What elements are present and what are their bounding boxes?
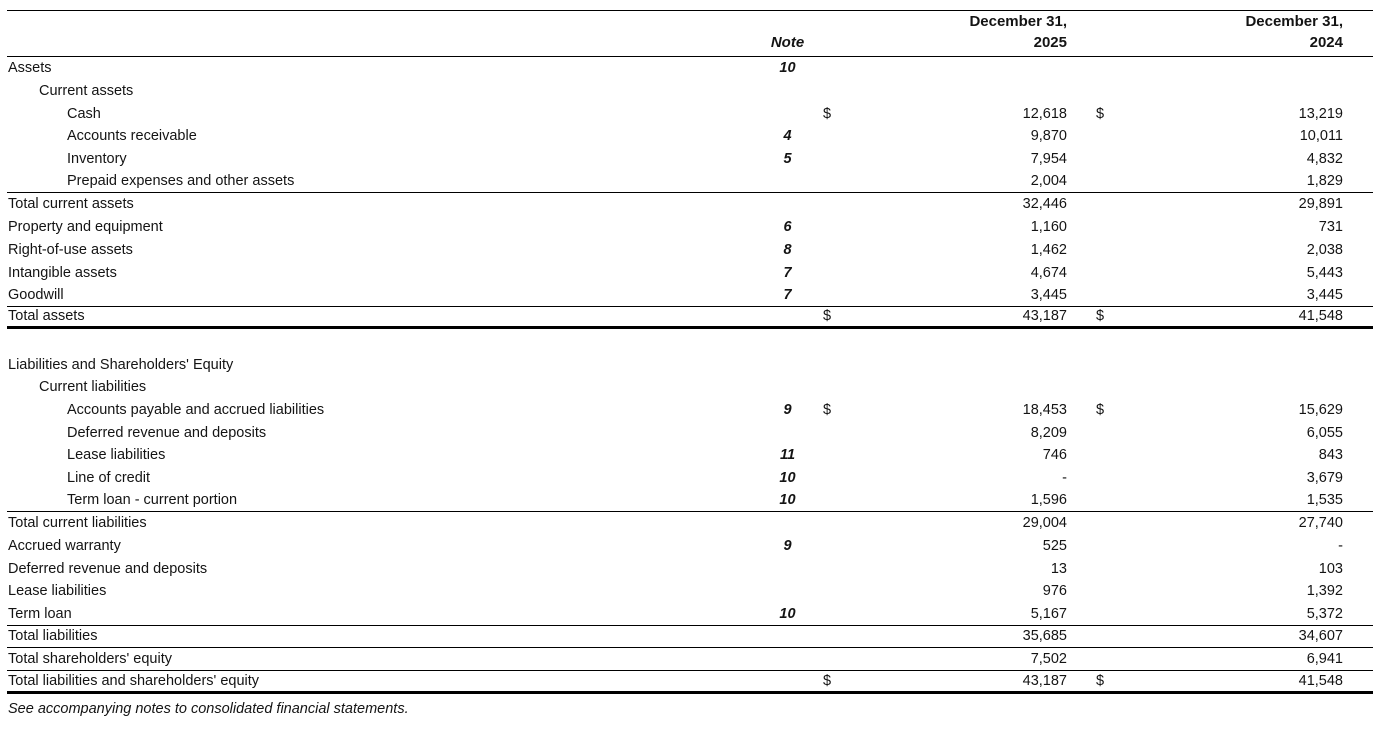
note-ref: 7 (783, 264, 792, 281)
amount-2024: 3,679 (1306, 470, 1343, 487)
amount-2024: 1,535 (1306, 492, 1343, 509)
table-row (7, 353, 1373, 376)
row-label: Current assets (39, 83, 134, 100)
row-label: Accounts payable and accrued liabilities (67, 401, 325, 418)
table-row (7, 80, 1373, 103)
table-row (7, 512, 1373, 535)
amount-2025: 13 (1050, 560, 1067, 577)
currency-symbol-2024: $ (1096, 672, 1105, 689)
currency-symbol-2025: $ (823, 105, 832, 122)
amount-2025: 3,445 (1030, 286, 1067, 303)
amount-2025: 2,004 (1030, 173, 1067, 190)
note-ref: 10 (779, 492, 796, 509)
amount-2024: 29,891 (1298, 196, 1343, 213)
table-row (7, 102, 1373, 125)
row-label: Deferred revenue and deposits (67, 424, 267, 441)
amount-2025: 12,618 (1022, 105, 1067, 122)
row-label: Cash (67, 105, 101, 122)
amount-2024: 34,607 (1298, 628, 1343, 645)
period-2025-line2: 2025 (1033, 34, 1067, 51)
note-ref: 9 (783, 401, 792, 418)
table-row (7, 284, 1373, 307)
amount-2025: 1,462 (1030, 241, 1067, 258)
table-row (7, 444, 1373, 467)
table-row (7, 307, 1373, 330)
row-label: Liabilities and Shareholders' Equity (8, 356, 234, 373)
amount-2024: 5,372 (1306, 605, 1343, 622)
currency-symbol-2025: $ (823, 672, 832, 689)
amount-2025: 29,004 (1022, 515, 1067, 532)
amount-2024: 1,829 (1306, 173, 1343, 190)
amount-2024: 4,832 (1306, 151, 1343, 168)
row-label: Total shareholders' equity (8, 651, 172, 668)
amount-2025: 1,160 (1030, 219, 1067, 236)
balance-sheet (7, 10, 1373, 717)
row-label: Total liabilities (8, 628, 98, 645)
table-row (7, 239, 1373, 262)
note-ref: 10 (779, 60, 796, 77)
period-2024-line2: 2024 (1309, 34, 1343, 51)
amount-2024: 103 (1318, 560, 1343, 577)
note-ref: 4 (783, 128, 792, 145)
row-label: Total assets (8, 308, 85, 325)
table-row (7, 489, 1373, 512)
amount-2025: 7,502 (1030, 651, 1067, 668)
table-row (7, 376, 1373, 399)
row-label: Line of credit (67, 470, 151, 487)
row-label: Prepaid expenses and other assets (67, 173, 295, 190)
row-label: Term loan (8, 605, 72, 622)
amount-2024: 10,011 (1299, 128, 1343, 145)
table-row (7, 193, 1373, 216)
amount-2025: 1,596 (1030, 492, 1067, 509)
table-row (7, 580, 1373, 603)
note-ref: 9 (783, 538, 792, 555)
table-row (7, 57, 1373, 80)
row-label: Goodwill (8, 286, 64, 303)
amount-2024: 1,392 (1306, 583, 1343, 600)
header-dollar-spacer-2025 (810, 11, 840, 58)
amount-2024: 2,038 (1306, 241, 1343, 258)
table-row (7, 557, 1373, 580)
row-label: Assets (8, 60, 52, 77)
note-column-header-label: Note (770, 34, 805, 51)
amount-2025: 8,209 (1030, 424, 1067, 441)
table-row (7, 125, 1373, 148)
table-row (7, 535, 1373, 558)
table-row (7, 648, 1373, 671)
row-label: Total current liabilities (8, 515, 147, 532)
period-2025-line1: December 31, (969, 13, 1067, 30)
amount-2024: 41,548 (1298, 308, 1343, 325)
row-label: Current liabilities (39, 379, 147, 396)
amount-2024: 6,055 (1306, 424, 1343, 441)
row-label: Lease liabilities (8, 583, 107, 600)
row-label: Term loan - current portion (67, 492, 238, 509)
currency-symbol-2024: $ (1096, 105, 1105, 122)
row-label: Lease liabilities (67, 447, 166, 464)
table-header (7, 10, 1373, 57)
table-row (7, 216, 1373, 239)
row-label: Property and equipment (8, 219, 163, 236)
amount-2025: 43,187 (1022, 308, 1067, 325)
row-label: Accounts receivable (67, 128, 197, 145)
amount-2024: 27,740 (1298, 515, 1343, 532)
table-row (7, 671, 1373, 694)
note-ref: 7 (783, 286, 792, 303)
row-label: Right-of-use assets (8, 241, 133, 258)
amount-2025: 18,453 (1022, 401, 1067, 418)
table-row (7, 603, 1373, 626)
amount-2024: 13,219 (1298, 105, 1343, 122)
table-body (7, 57, 1373, 694)
table-row (7, 261, 1373, 284)
amount-2025: 35,685 (1022, 628, 1067, 645)
amount-2025: 43,187 (1022, 672, 1067, 689)
amount-2024: 15,629 (1298, 401, 1343, 418)
note-ref: 5 (783, 151, 792, 168)
period-2025-header (840, 11, 1067, 58)
table-row (7, 421, 1373, 444)
note-ref: 11 (779, 447, 796, 464)
amount-2024: 6,941 (1306, 651, 1343, 668)
period-2024-header (1110, 11, 1343, 58)
row-label: Total current assets (8, 196, 134, 213)
amount-2025: 746 (1042, 447, 1067, 464)
amount-2024: 731 (1318, 219, 1343, 236)
amount-2025: 7,954 (1030, 151, 1067, 168)
row-label: Intangible assets (8, 264, 117, 281)
amount-2024: 5,443 (1306, 264, 1343, 281)
currency-symbol-2024: $ (1096, 308, 1105, 325)
amount-2024: 41,548 (1298, 672, 1343, 689)
table-row (7, 399, 1373, 422)
row-label: Inventory (67, 151, 127, 168)
period-2024-line1: December 31, (1245, 13, 1343, 30)
amount-2025: 525 (1042, 538, 1067, 555)
amount-2025: 9,870 (1030, 128, 1067, 145)
amount-2025: 5,167 (1030, 605, 1067, 622)
amount-2024: - (1338, 538, 1343, 555)
note-ref: 8 (783, 241, 792, 258)
table-row (7, 626, 1373, 649)
note-ref: 10 (779, 470, 796, 487)
row-label: Accrued warranty (8, 538, 121, 555)
currency-symbol-2025: $ (823, 401, 832, 418)
currency-symbol-2025: $ (823, 308, 832, 325)
table-row (7, 467, 1373, 490)
amount-2025: - (1062, 470, 1067, 487)
amount-2024: 843 (1318, 447, 1343, 464)
row-label: Deferred revenue and deposits (8, 560, 208, 577)
header-label-spacer (7, 11, 765, 58)
footnote: See accompanying notes to consolidated financial statements. (8, 700, 409, 717)
table-row (7, 170, 1373, 193)
amount-2025: 4,674 (1030, 264, 1067, 281)
section-spacer (7, 329, 1373, 353)
row-label: Total liabilities and shareholders' equity (8, 672, 260, 689)
table-row (7, 148, 1373, 171)
note-column-header (765, 11, 810, 58)
note-ref: 10 (779, 605, 796, 622)
header-dollar-spacer-2024 (1067, 11, 1110, 58)
amount-2024: 3,445 (1306, 286, 1343, 303)
amount-2025: 32,446 (1022, 196, 1067, 213)
amount-2025: 976 (1042, 583, 1067, 600)
currency-symbol-2024: $ (1096, 401, 1105, 418)
note-ref: 6 (783, 219, 792, 236)
